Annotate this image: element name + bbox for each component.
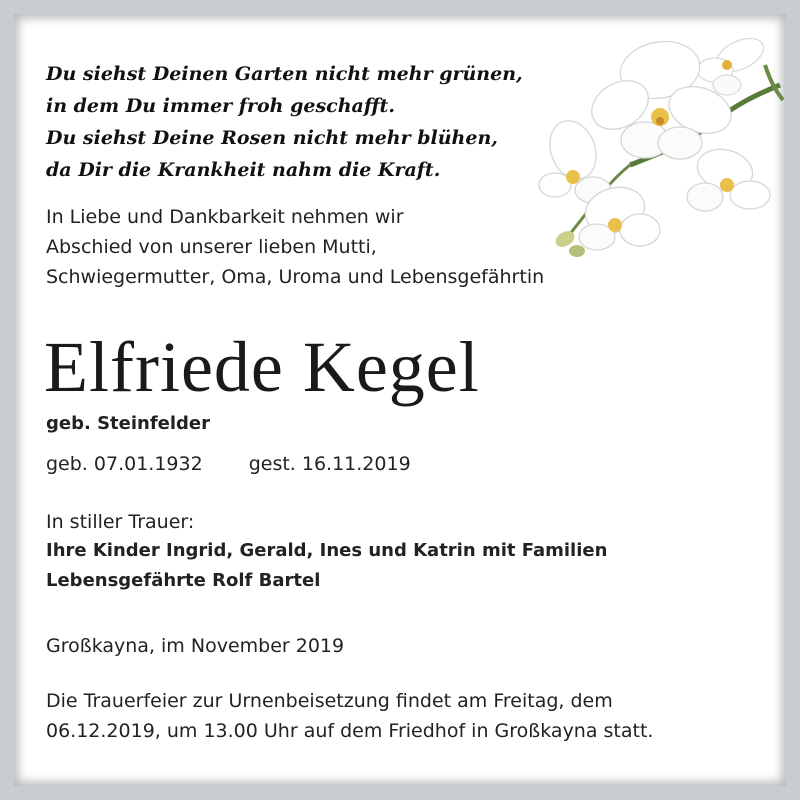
- birth-date: geb. 07.01.1932: [46, 453, 203, 475]
- intro-line: In Liebe und Dankbarkeit nehmen wir: [46, 206, 404, 228]
- mourners-list: [46, 536, 607, 596]
- ceremony-info: [46, 686, 653, 746]
- mourner-line: Lebensgefährte Rolf Bartel: [46, 570, 321, 591]
- ceremony-line: Die Trauerfeier zur Urnenbeisetzung findet am Freitag, dem: [46, 690, 613, 712]
- place-date: Großkayna, im November 2019: [46, 635, 345, 657]
- white-orchid-image: [535, 25, 785, 265]
- mourner-line: Ihre Kinder Ingrid, Gerald, Ines und Katrin mit Familien: [46, 540, 608, 561]
- ceremony-line: 06.12.2019, um 13.00 Uhr auf dem Friedhof in Großkayna statt.: [46, 720, 654, 742]
- intro-line: Schwiegermutter, Oma, Uroma und Lebensgefährtin: [46, 266, 545, 288]
- verse-line: da Dir die Krankheit nahm die Kraft.: [46, 159, 441, 181]
- verse-line: Du siehst Deinen Garten nicht mehr grünen,: [46, 63, 523, 85]
- life-dates: [46, 450, 411, 478]
- intro-text: [46, 202, 544, 292]
- verse-line: Du siehst Deine Rosen nicht mehr blühen,: [46, 127, 498, 149]
- intro-line: Abschied von unserer lieben Mutti,: [46, 236, 377, 258]
- birth-name: geb. Steinfelder: [46, 413, 211, 434]
- memorial-verse: [46, 58, 523, 186]
- death-date: gest. 16.11.2019: [248, 453, 411, 475]
- deceased-name: Elfriede Kegel: [44, 327, 480, 407]
- mourners-label: In stiller Trauer:: [46, 511, 195, 533]
- verse-line: in dem Du immer froh geschafft.: [46, 95, 395, 117]
